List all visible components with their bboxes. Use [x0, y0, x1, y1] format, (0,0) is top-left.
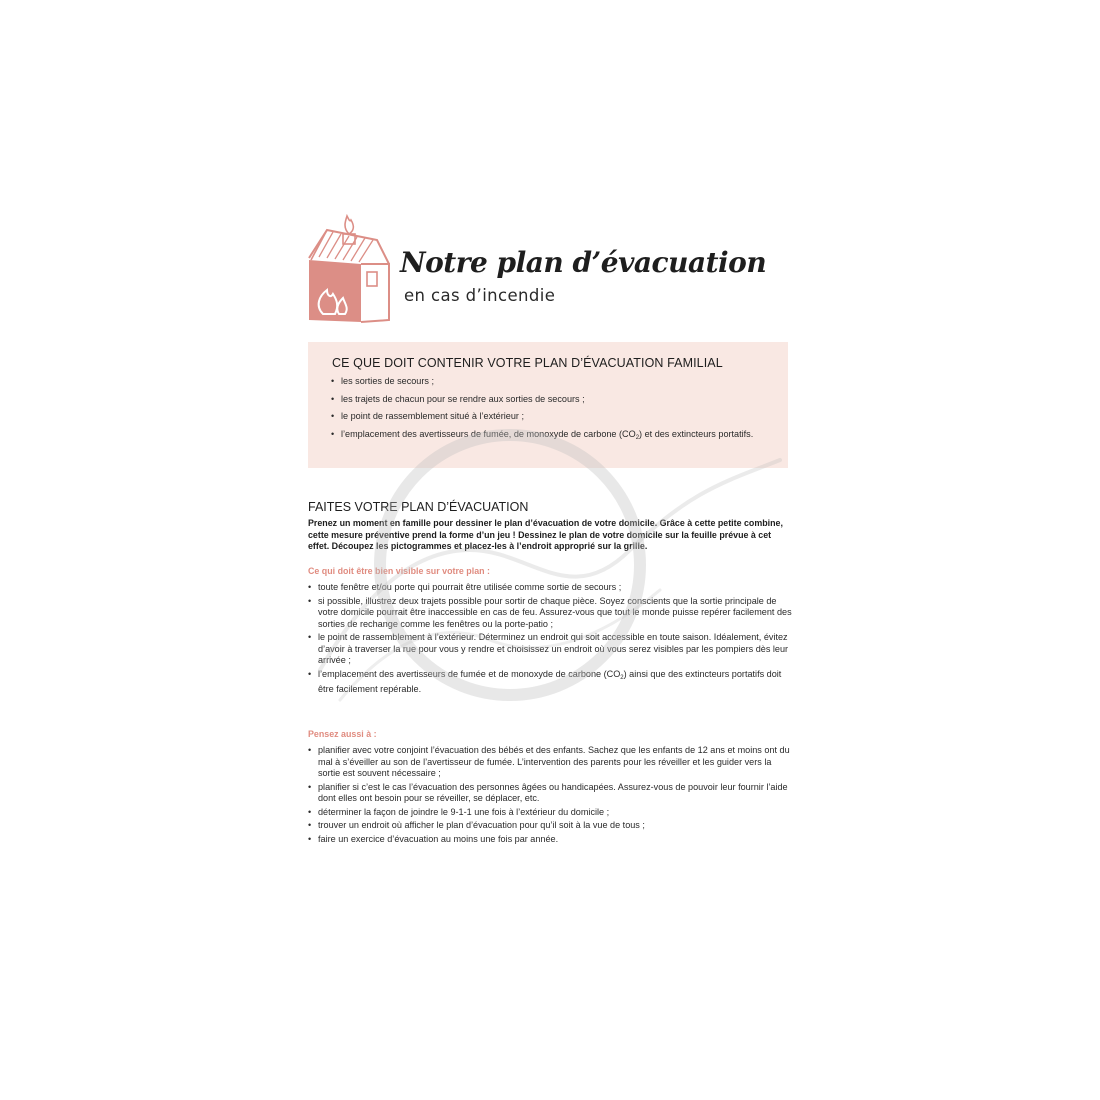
list-item: • planifier si c’est le cas l’évacuation des personnes âgées ou handicapées. Assurez-vous de pouvoir leur fournir l’aide dont elles ont besoin pour se réveiller, se déplacer, etc. [308, 782, 792, 805]
list-item-text: l’emplacement des avertisseurs de fumée, de monoxyde de carbone (CO [341, 428, 636, 439]
list-item-text: ) ainsi que des extincteurs portatifs doit être facilement repérable. [318, 668, 782, 694]
list-item: • planifier avec votre conjoint l’évacuation des bébés et des enfants. Sachez que les enfants de 12 ans et moins ont du mal à s’éveiller au son de l’avertisseur de fumée. L’intervention des parents pour les réveiller et les guider vers la sortie est souvent nécessaire ; [308, 745, 792, 780]
list-item: • le point de rassemblement à l’extérieur. Déterminez un endroit qui soit accessible en toute saison. Idéalement, évitez d’avoir à traverser la rue pour vous y rendre et choisissez un endroit où vous serez visibles par les pompiers dès leur arrivée ; [308, 632, 792, 667]
list-item: • les sorties de secours ; [331, 376, 771, 388]
list-item-text: ) et des extincteurs portatifs. [639, 428, 754, 439]
think-subheading: Pensez aussi à : [308, 729, 377, 739]
list-item-text: l’emplacement des avertisseurs de fumée et de monoxyde de carbone (CO [318, 668, 621, 679]
info-box-list [331, 376, 771, 450]
subscript: 2 [635, 434, 640, 441]
visible-list [308, 582, 792, 698]
list-item: • faire un exercice d’évacuation au moins une fois par année. [308, 834, 792, 846]
section-heading: FAITES VOTRE PLAN D’ÉVACUATION [308, 500, 529, 514]
think-list [308, 745, 792, 847]
info-box [308, 342, 788, 468]
list-item: • toute fenêtre et/ou porte qui pourrait être utilisée comme sortie de secours ; [308, 582, 792, 594]
list-item: • si possible, illustrez deux trajets possible pour sortir de chaque pièce. Soyez conscients que la sortie principale de votre domicile pourrait être inaccessible en cas de feu. Assurez-vous que tout le monde puisse repérer facilement des sorties de rechange comme les fenêtres ou la porte-patio ; [308, 596, 792, 631]
list-item: • les trajets de chacun pour se rendre aux sorties de secours ; [331, 394, 771, 406]
section-intro: Prenez un moment en famille pour dessiner le plan d’évacuation de votre domicile. Grâce à cette petite combine, cette mesure préventive prend la forme d’un jeu ! Dessinez le plan de votre domicile sur la feuille prévue à cet effet. Découpez les pictogrammes et placez-les à l’endroit approprié sur la grille. [308, 518, 783, 551]
page-subtitle: en cas d’incendie [404, 286, 556, 305]
list-item: • déterminer la façon de joindre le 9-1-1 une fois à l’extérieur du domicile ; [308, 807, 792, 819]
list-item [308, 669, 792, 696]
subscript: 2 [620, 674, 624, 681]
info-box-heading: CE QUE DOIT CONTENIR VOTRE PLAN D’ÉVACUATION FAMILIAL [332, 356, 723, 370]
page-title: Notre plan d’évacuation [400, 246, 767, 279]
list-item: • le point de rassemblement situé à l’extérieur ; [331, 411, 771, 423]
visible-subheading: Ce qui doit être bien visible sur votre plan : [308, 566, 490, 576]
list-item [331, 429, 771, 445]
list-item: • trouver un endroit où afficher le plan d’évacuation pour qu’il soit à la vue de tous ; [308, 820, 792, 832]
house-fire-icon [303, 210, 393, 330]
